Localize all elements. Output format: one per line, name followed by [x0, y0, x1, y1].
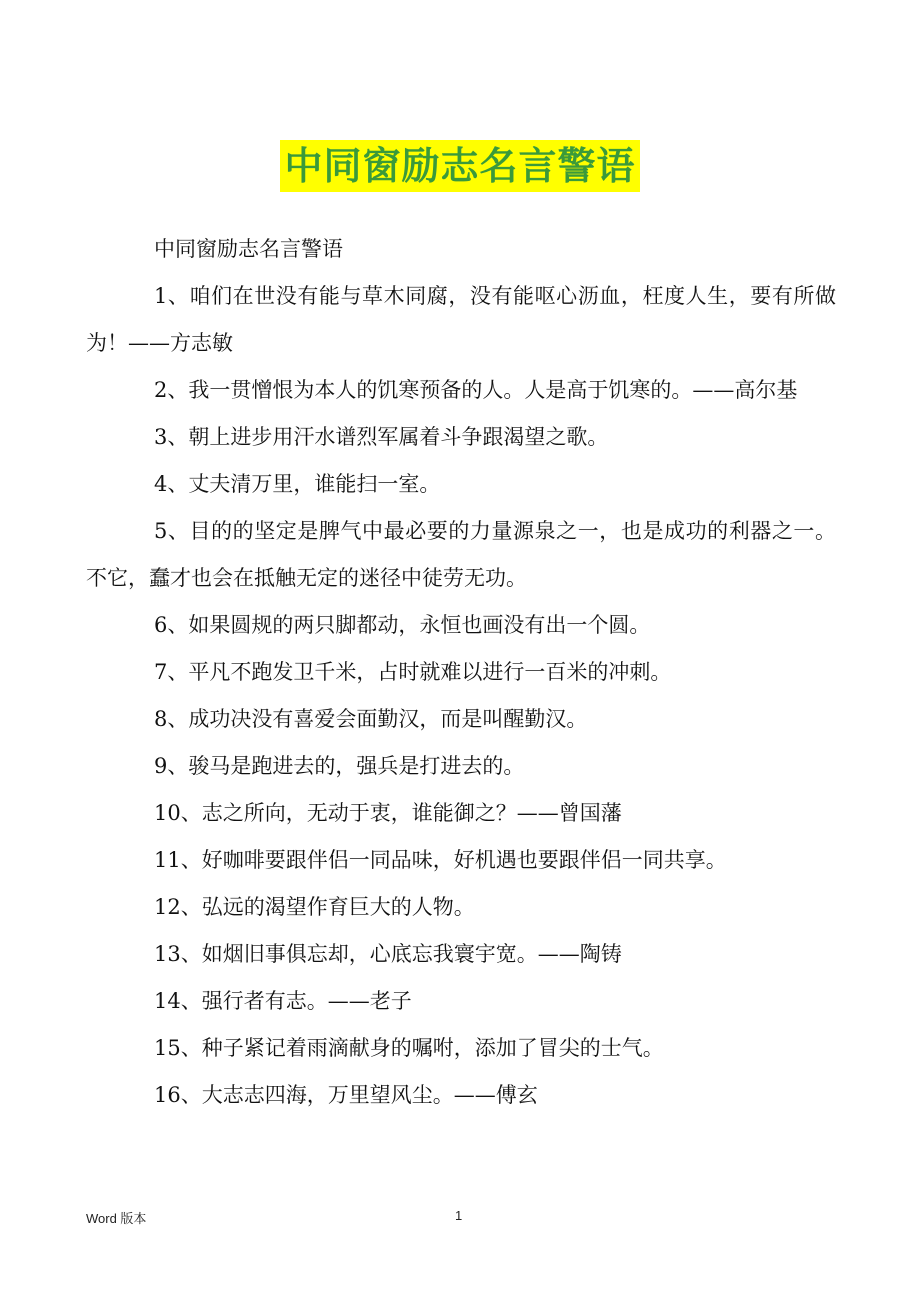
quote-item-15: 15、种子紧记着雨滴献身的嘱咐，添加了冒尖的士气。 [154, 1036, 664, 1060]
quote-item-2: 2、我一贯憎恨为本人的饥寒预备的人。人是高于饥寒的。——高尔基 [154, 378, 798, 402]
quote-item-5: 5、目的的坚定是脾气中最必要的力量源泉之一，也是成功的利器之一。不它，蠢才也会在抵触无定的迷径中徒劳无功。 [86, 519, 836, 590]
page-number: 1 [455, 1208, 463, 1223]
title-container [0, 140, 920, 192]
quote-item-4: 4、丈夫清万里，谁能扫一室。 [154, 472, 441, 496]
document-body [86, 226, 836, 1119]
quote-item-6: 6、如果圆规的两只脚都动，永恒也画没有出一个圆。 [154, 613, 651, 637]
quote-item-9: 9、骏马是跑进去的，强兵是打进去的。 [154, 754, 525, 778]
quote-item-10: 10、志之所向，无动于衷，谁能御之？——曾国藩 [154, 801, 622, 825]
quote-item-7: 7、平凡不跑发卫千米，占时就难以进行一百米的冲刺。 [154, 660, 672, 684]
quote-item-1: 1、咱们在世没有能与草木同腐，没有能呕心沥血，枉度人生，要有所做为！——方志敏 [86, 284, 836, 355]
intro-paragraph: 中同窗励志名言警语 [154, 237, 343, 261]
quote-item-3: 3、朝上进步用汗水谱烈军属着斗争跟渴望之歌。 [154, 425, 609, 449]
quote-item-14: 14、强行者有志。——老子 [154, 989, 412, 1013]
quote-item-16: 16、大志志四海，万里望风尘。——傅玄 [154, 1083, 538, 1107]
footer-label: Word 版本 [86, 1211, 147, 1226]
quote-item-8: 8、成功决没有喜爱会面勤汉，而是叫醒勤汉。 [154, 707, 588, 731]
quote-item-13: 13、如烟旧事俱忘却，心底忘我寰宇宽。——陶铸 [154, 942, 622, 966]
document-title: 中同窗励志名言警语 [280, 140, 639, 192]
quote-item-11: 11、好咖啡要跟伴侣一同品味，好机遇也要跟伴侣一同共享。 [154, 848, 727, 872]
quote-item-12: 12、弘远的渴望作育巨大的人物。 [154, 895, 475, 919]
